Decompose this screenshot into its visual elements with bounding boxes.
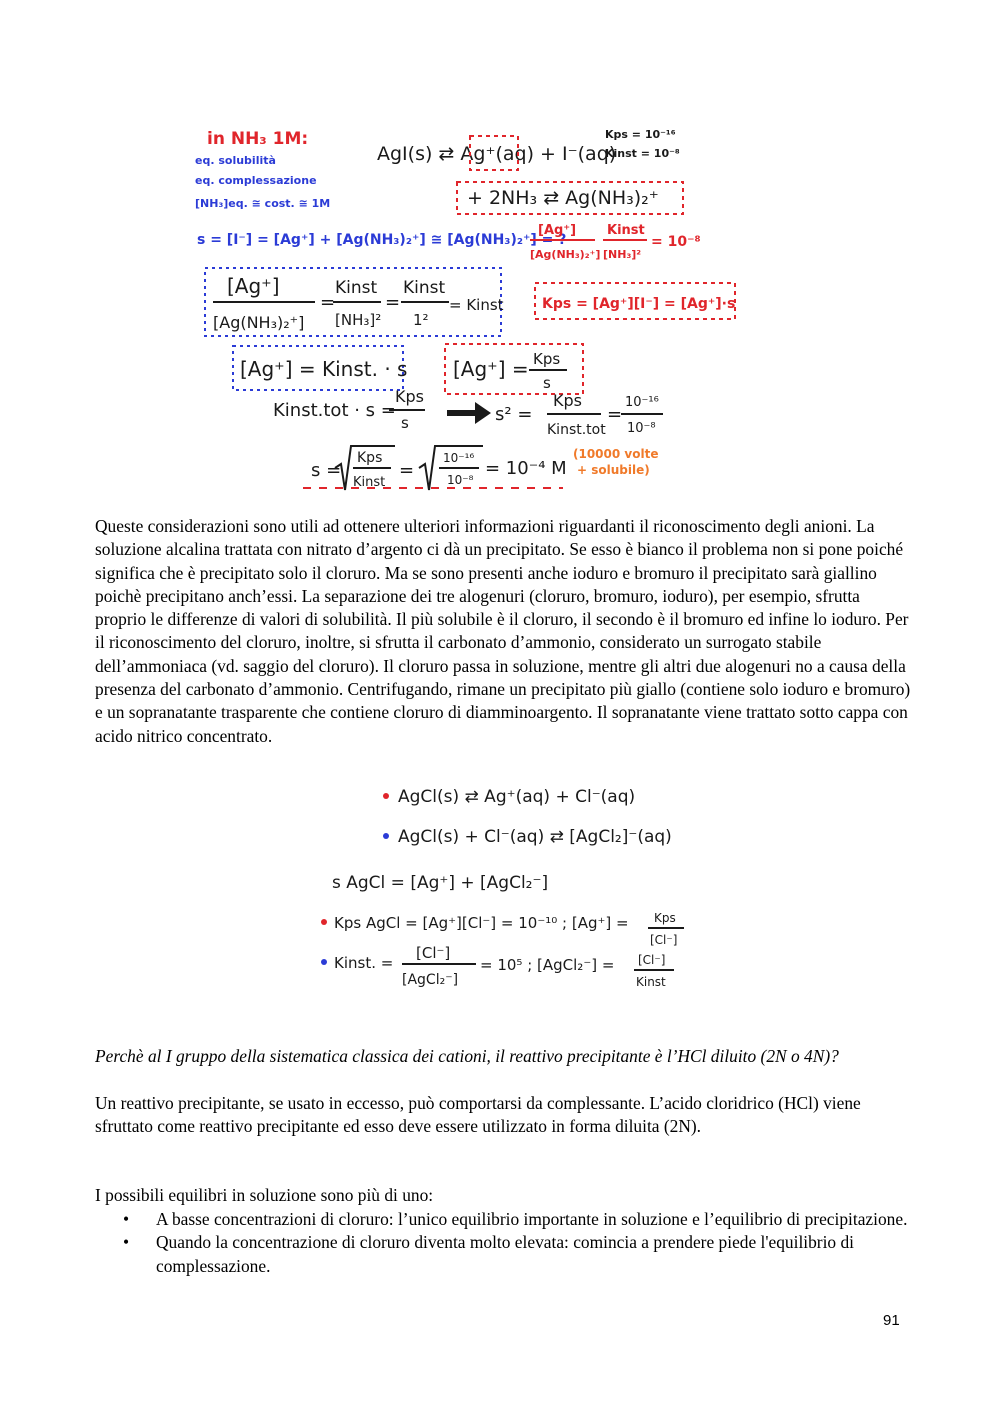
- s2-den: Kinst.tot: [547, 422, 606, 438]
- ratio-r3: = Kinst: [449, 296, 504, 314]
- ag-kps-den: s: [543, 374, 551, 392]
- kinst-eq-num: Kps: [395, 387, 424, 406]
- ratio-num: [Ag⁺]: [227, 274, 280, 298]
- final-num2: 10⁻¹⁶: [443, 451, 475, 465]
- final-num1: Kps: [357, 450, 383, 466]
- ratio-r2-den: 1²: [413, 311, 429, 329]
- list-item: [95, 1208, 915, 1231]
- ratio-eq-2: =: [385, 292, 401, 313]
- equilibria-intro: I possibili equilibri in soluzione sono più di uno:: [95, 1185, 434, 1205]
- ratio-r1-num: Kinst: [335, 278, 378, 298]
- kinst-eq-lhs: Kinst.tot · s =: [273, 400, 396, 421]
- kinst-rel-mid-den: [NH₃]²: [603, 248, 642, 261]
- kinst-frac-num: [Cl⁻]: [638, 953, 666, 967]
- final-eq1: =: [399, 460, 415, 481]
- blue-bullet-icon-2: [321, 959, 327, 965]
- s2-eq: =: [607, 404, 623, 425]
- equilibria-list: [95, 1208, 915, 1278]
- ag-kinst-expression: [Ag⁺] = Kinst. · s: [240, 357, 408, 381]
- s2-lhs: s² =: [495, 404, 533, 425]
- kinst-den: [AgCl₂⁻]: [402, 972, 459, 988]
- final-den1: Kinst: [353, 475, 386, 490]
- ratio-den: [Ag(NH₃)₂⁺]: [213, 313, 305, 332]
- list-item-text: Quando la concentrazione di cloruro diventa molto elevata: comincia a prendere piede l'equilibrio di complessazione.: [156, 1232, 855, 1276]
- red-bullet-icon-2: [321, 919, 327, 925]
- note-complexation: eq. complessazione: [195, 174, 317, 187]
- kinst-eq-den: s: [401, 414, 409, 432]
- kps-value: Kps = 10⁻¹⁶: [605, 128, 676, 141]
- ratio-r2-num: Kinst: [403, 278, 446, 298]
- red-bullet-icon: [383, 793, 389, 799]
- orange-note-1: (10000 volte: [573, 447, 659, 461]
- arrow-icon: [447, 402, 491, 424]
- kinst-frac-den: Kinst: [636, 975, 666, 989]
- kinst-lhs: Kinst. =: [334, 954, 394, 972]
- equilibrium-complex: + 2NH₃ ⇄ Ag(NH₃)₂⁺: [467, 187, 659, 209]
- kinst-rel-den: [Ag(NH₃)₂⁺]: [530, 248, 601, 261]
- list-item: [95, 1231, 915, 1278]
- equilibrium-agi: AgI(s) ⇄ Ag⁺(aq) + I⁻(aq): [377, 143, 617, 165]
- note-solubility: eq. solubilità: [195, 154, 276, 167]
- equilibrium-agcl2: AgCl(s) + Cl⁻(aq) ⇄ [AgCl₂]⁻(aq): [398, 827, 672, 847]
- answer-paragraph: Un reattivo precipitante, se usato in eccesso, può comportarsi da complessante. L’acido cloridrico (HCl) viene sfruttato come reattivo precipitante ed esso deve essere utilizzato in forma diluita (2N).: [95, 1093, 861, 1137]
- kinst-value: Kinst = 10⁻⁸: [605, 147, 680, 160]
- ratio-eq-1: =: [320, 292, 336, 313]
- orange-note-2: + solubile): [577, 463, 650, 477]
- final-value: = 10⁻⁴ M: [485, 458, 567, 479]
- note-nh3-const: [NH₃]eq. ≅ cost. ≅ 1M: [195, 197, 331, 210]
- s2-num2: 10⁻¹⁶: [625, 395, 659, 410]
- kinst-rel-mid-num: Kinst: [607, 223, 645, 238]
- final-lhs: s =: [311, 460, 342, 481]
- equilibrium-agcl: AgCl(s) ⇄ Ag⁺(aq) + Cl⁻(aq): [398, 787, 636, 807]
- bullet-icon: •: [123, 1209, 130, 1229]
- kps-frac-num: Kps: [654, 911, 676, 925]
- paragraph-text: Queste considerazioni sono utili ad ottenere ulteriori informazioni riguardanti il riconoscimento degli anioni. La soluzione alcalina trattata con nitrato d’argento ci dà un precipitato. Se esso è bianco il problema non si pone poiché significa che è precipitato solo il cloruro. Ma se sono presenti anche ioduro e bromuro il precipitato sarà giallino poichè precipitano anch’essi. La separazione dei tre alogenuri (cloruro, bromuro, ioduro), per esempio, sfrutta proprio le differenze di valori di solubilità. Il più solubile è il cloruro, il secondo è il bromuro ed infine lo ioduro. Per il riconoscimento del cloruro, inoltre, si sfrutta il carbonato d’ammonio, considerato un surrogato stabile dell’ammoniaca (vd. saggio del cloruro). Il cloruro passa in soluzione, mentre gli altri due alogenuri no a causa della presenza del carbonato d’ammonio. Centrifugando, rimane un precipitato più giallo (contiene solo ioduro e bromuro) e un sopranatante trasparente che contiene cloruro di diamminoargento. Il sopranatante viene trattato sotto cappa con acido nitrico concentrato.: [95, 516, 911, 746]
- s2-den2: 10⁻⁸: [627, 421, 656, 436]
- handwritten-figure-agcl-equilibria: [318, 778, 698, 996]
- ag-kps-lhs: [Ag⁺] =: [453, 357, 529, 381]
- kinst-num: [Cl⁻]: [416, 944, 451, 962]
- page-number: 91: [883, 1312, 900, 1329]
- ratio-r1-den: [NH₃]²: [335, 311, 382, 329]
- kps-frac-den: [Cl⁻]: [650, 933, 678, 947]
- question-heading: Perchè al I gruppo della sistematica classica dei cationi, il reattivo precipitante è l’HCl diluito (2N o 4N)?: [95, 1046, 839, 1066]
- kinst-rel-value: = 10⁻⁸: [651, 234, 701, 250]
- final-den2: 10⁻⁸: [447, 473, 474, 487]
- body-paragraph-anions: [95, 515, 915, 748]
- kinst-mid: = 10⁵ ; [AgCl₂⁻] =: [480, 956, 615, 974]
- s-definition: s = [I⁻] = [Ag⁺] + [Ag(NH₃)₂⁺] ≅ [Ag(NH₃)₂⁺] = ?: [197, 232, 567, 248]
- s2-num: Kps: [553, 391, 582, 410]
- blue-bullet-icon: [383, 833, 389, 839]
- list-item-text: A basse concentrazioni di cloruro: l’unico equilibrio importante in soluzione e l’equilibrio di precipitazione.: [156, 1209, 908, 1229]
- kps-expression: Kps = [Ag⁺][I⁻] = [Ag⁺]·s: [542, 296, 736, 312]
- bullet-icon: •: [123, 1232, 130, 1253]
- s-agcl-line: s AgCl = [Ag⁺] + [AgCl₂⁻]: [332, 873, 549, 893]
- red-header: in NH₃ 1M:: [207, 129, 309, 149]
- kinst-rel-num: [Ag⁺]: [538, 223, 577, 238]
- handwritten-figure-ammonia-solubility: [185, 118, 736, 498]
- kps-agcl-line: Kps AgCl = [Ag⁺][Cl⁻] = 10⁻¹⁰ ; [Ag⁺] =: [334, 914, 629, 932]
- ag-kps-num: Kps: [533, 350, 561, 368]
